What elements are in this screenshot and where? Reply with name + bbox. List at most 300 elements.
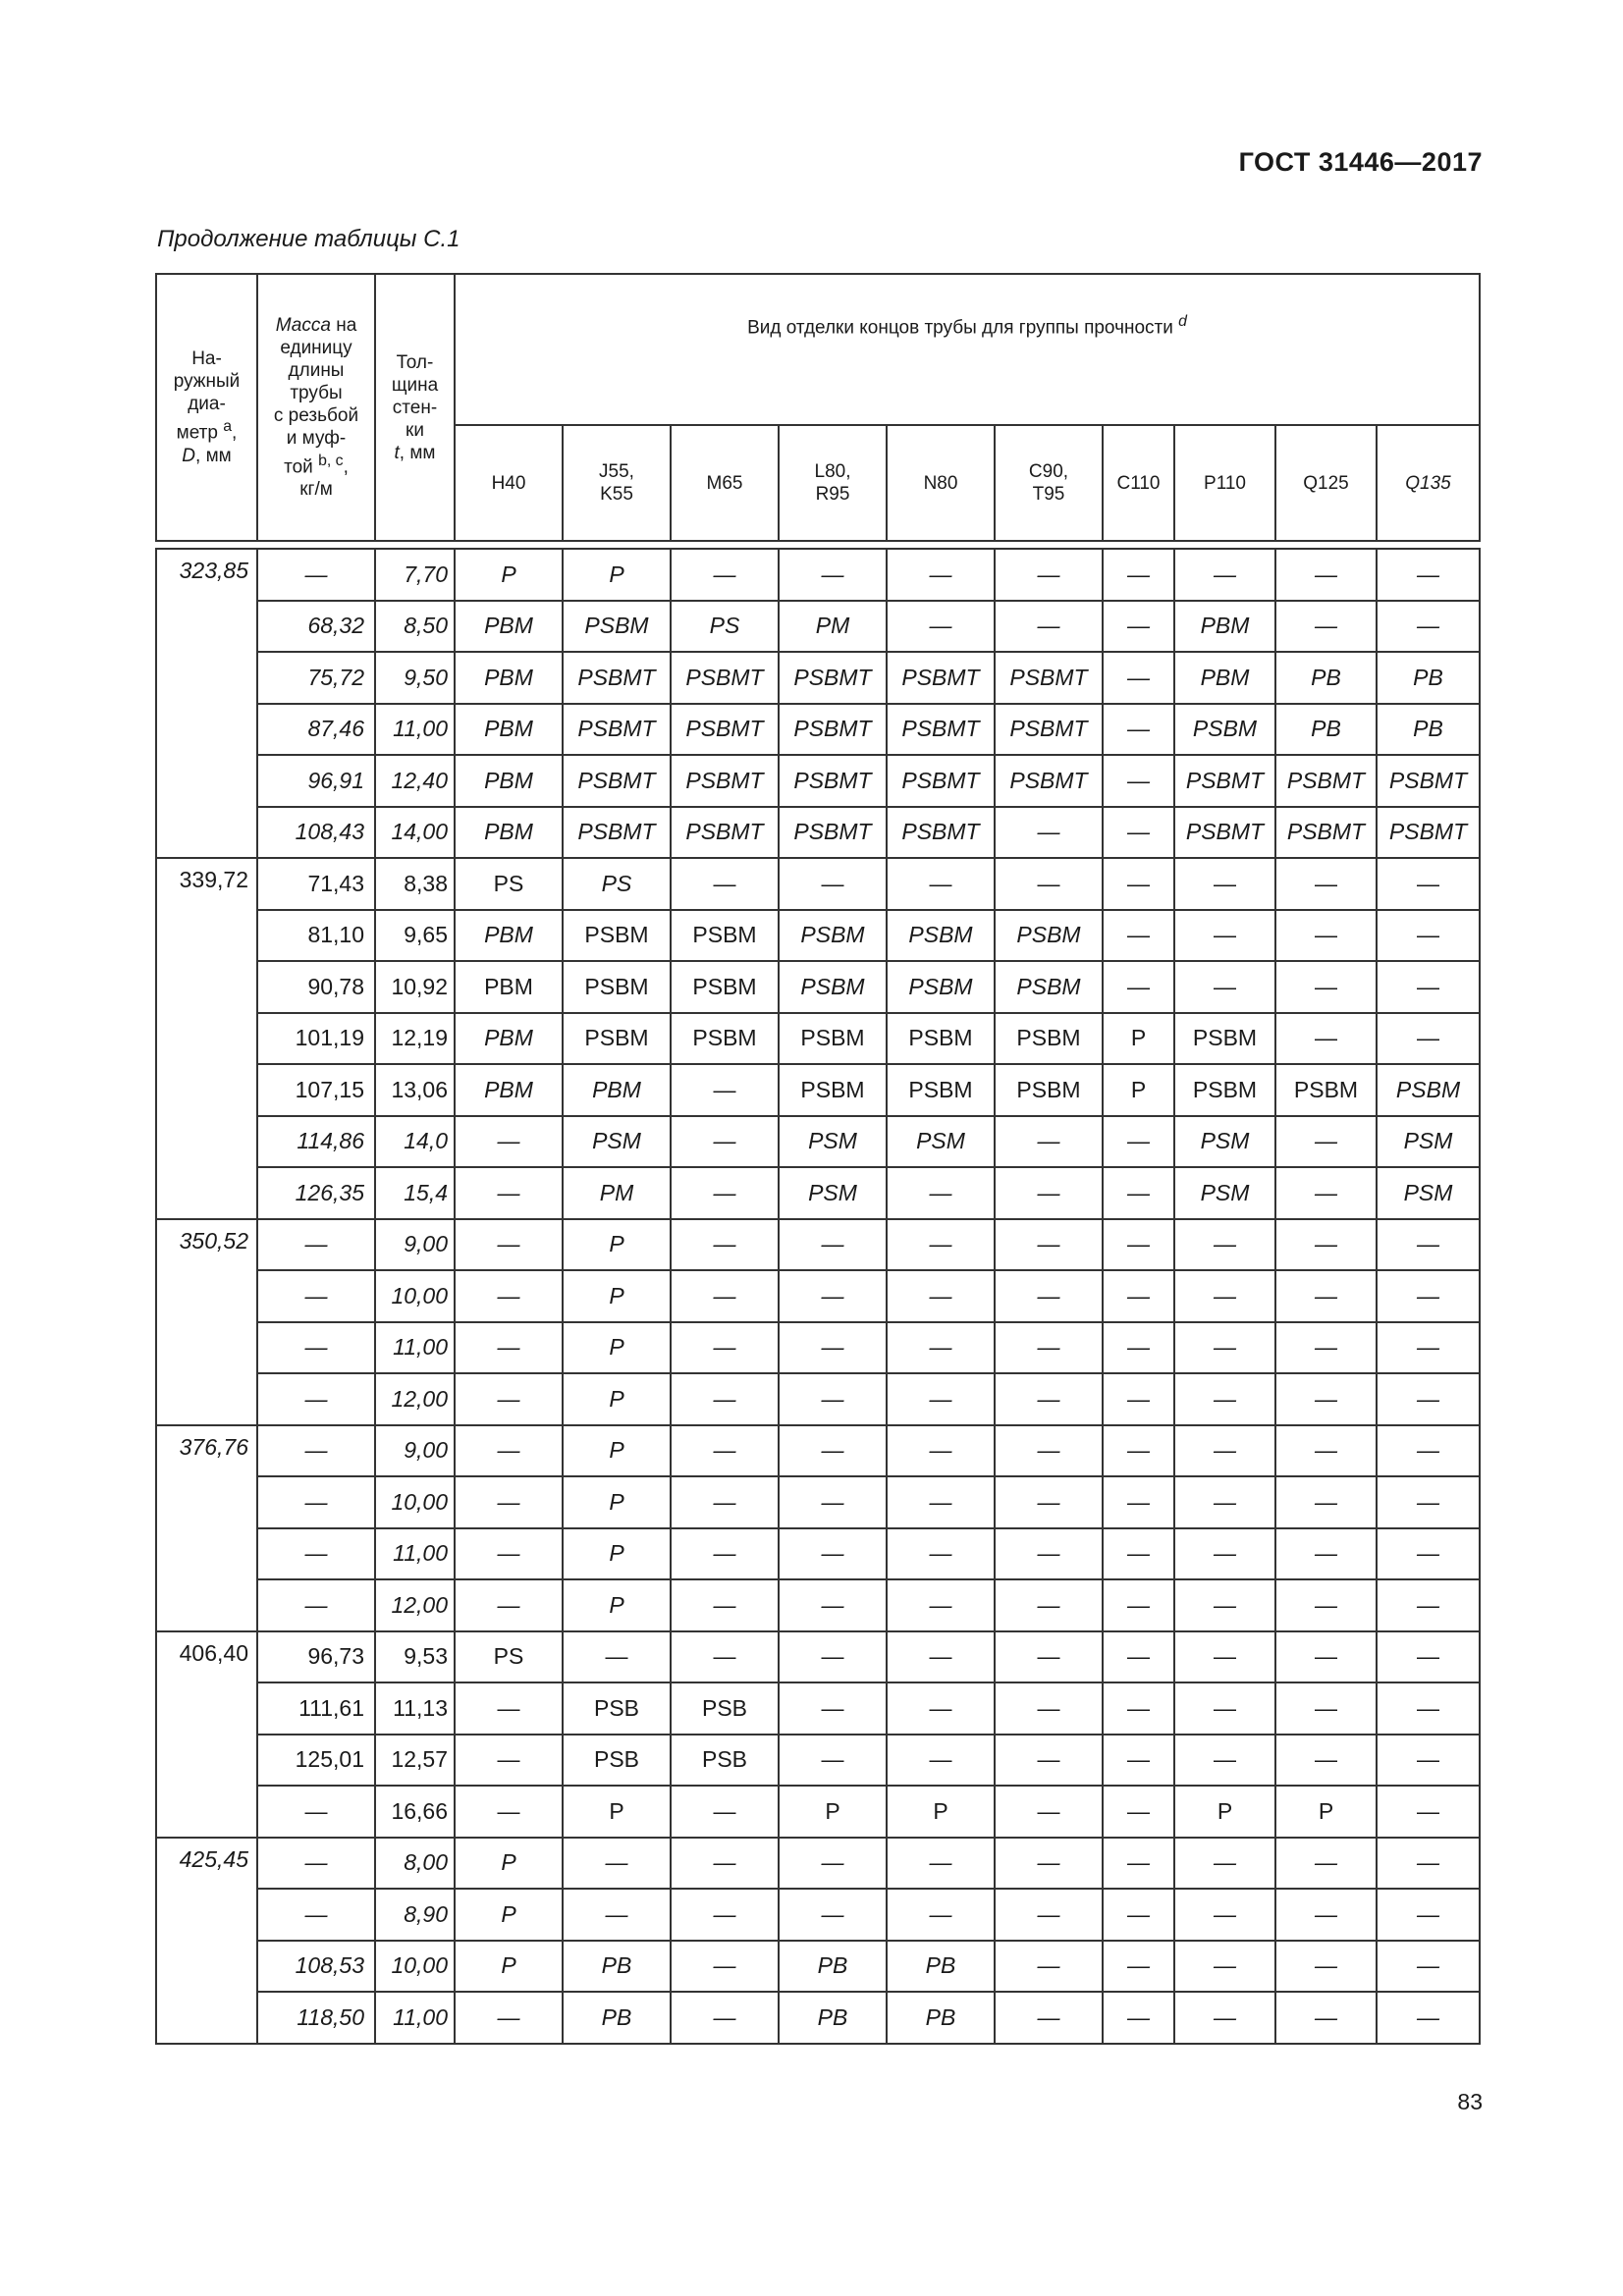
cell-end-finish: PBM [455,910,563,962]
cell-end-finish: — [995,1838,1103,1890]
cell-end-finish: — [1377,1889,1480,1941]
cell-end-finish: PSBMT [887,755,995,807]
cell-end-finish: — [1103,1735,1174,1787]
cell-end-finish: P [455,1889,563,1941]
header-mass-l3: длины [288,359,345,381]
cell-mass: 87,46 [257,704,375,756]
cell-end-finish: — [1377,1838,1480,1890]
cell-end-finish: PSBMT [1174,755,1275,807]
cell-end-finish: — [887,1270,995,1322]
cell-end-finish: PSBM [1275,1064,1377,1116]
cell-mass: 68,32 [257,601,375,653]
table-row [156,1270,1480,1322]
cell-end-finish: P [563,1322,671,1374]
cell-end-finish: — [1103,755,1174,807]
cell-end-finish: — [779,1579,887,1631]
cell-end-finish: — [1275,1425,1377,1477]
cell-end-finish: — [887,1219,995,1271]
cell-mass: — [257,1425,375,1477]
cell-end-finish: — [455,1528,563,1580]
header-mass-on: на [330,314,357,336]
cell-end-finish: PSBM [887,961,995,1013]
cell-end-finish: PB [1377,652,1480,704]
table-row [156,549,1480,601]
cell-end-finish: PSBM [1174,1064,1275,1116]
header-mass-l4: трубы [290,382,343,403]
cell-end-finish: — [455,1682,563,1735]
cell-end-finish: — [1377,858,1480,910]
cell-end-finish: — [1174,1373,1275,1425]
cell-end-finish: — [887,1735,995,1787]
cell-end-finish: PSB [563,1735,671,1787]
table-row [156,1013,1480,1065]
cell-end-finish: — [671,1786,779,1838]
cell-mass: — [257,1373,375,1425]
cell-end-finish: — [1103,1838,1174,1890]
cell-end-finish: PSBMT [671,652,779,704]
cell-end-finish: PM [563,1167,671,1219]
cell-end-finish: — [1103,961,1174,1013]
cell-end-finish: — [455,1373,563,1425]
cell-thickness: 8,90 [375,1889,455,1941]
cell-end-finish: — [1377,1013,1480,1065]
grade-label: P110 [1204,472,1246,494]
header-diameter-l4-text: метр [176,422,224,444]
footnote-a: а [223,418,233,436]
table-row [156,1992,1480,2044]
cell-mass: — [257,1889,375,1941]
header-mass-l7-comma: , [343,456,349,478]
cell-end-finish: — [1174,1941,1275,1993]
table-row [156,1373,1480,1425]
grade-label: Q125 [1303,472,1349,494]
cell-end-finish: — [779,1270,887,1322]
cell-end-finish: — [1103,1992,1174,2044]
cell-end-finish: PSBMT [1275,807,1377,859]
cell-end-finish: PSBMT [779,807,887,859]
table-row [156,1838,1480,1890]
cell-end-finish: — [563,1838,671,1890]
cell-thickness: 9,65 [375,910,455,962]
grade-label: C110 [1116,472,1161,494]
cell-end-finish: — [1275,1219,1377,1271]
cell-mass: — [257,1528,375,1580]
cell-thickness: 14,00 [375,807,455,859]
cell-end-finish: PB [1275,652,1377,704]
cell-end-finish: PSBM [563,910,671,962]
header-thickness-l2: щина [391,374,439,396]
cell-end-finish: — [1174,1631,1275,1683]
cell-end-finish: — [779,1322,887,1374]
header-mass-l2: единицу [280,337,352,358]
cell-end-finish: PSBMT [779,652,887,704]
cell-end-finish: — [455,1116,563,1168]
header-diameter-l4-comma: , [232,422,238,444]
cell-mass: 71,43 [257,858,375,910]
header-thickness-unit: , мм [399,442,436,463]
cell-end-finish: — [1103,1476,1174,1528]
table-row [156,1735,1480,1787]
cell-end-finish: PSBM [995,961,1103,1013]
cell-mass: 96,91 [257,755,375,807]
cell-diameter: 425,45 [156,1838,257,2044]
grade-label: J55, [599,461,634,482]
header-mass-l1 [258,314,374,337]
cell-end-finish: — [995,1270,1103,1322]
cell-end-finish: PSBMT [671,704,779,756]
cell-end-finish: — [1275,1322,1377,1374]
cell-end-finish: — [1103,1373,1174,1425]
cell-end-finish: — [671,1992,779,2044]
cell-end-finish: — [887,1528,995,1580]
cell-end-finish: PB [887,1941,995,1993]
cell-end-finish: — [887,1322,995,1374]
cell-end-finish: — [995,1476,1103,1528]
cell-end-finish: PBM [455,652,563,704]
cell-end-finish: — [1103,858,1174,910]
cell-end-finish: — [1377,1992,1480,2044]
cell-end-finish: — [1377,1270,1480,1322]
cell-end-finish: — [1103,601,1174,653]
cell-end-finish: — [1377,549,1480,601]
table-row [156,1786,1480,1838]
cell-end-finish: — [1103,1270,1174,1322]
cell-end-finish: PSBMT [779,704,887,756]
cell-end-finish: PSM [1174,1116,1275,1168]
grade-header [563,425,671,541]
cell-end-finish: — [1174,910,1275,962]
header-diameter-l3: диа- [188,394,226,415]
table-row [156,1579,1480,1631]
cell-end-finish: P [563,1219,671,1271]
cell-end-finish: — [995,549,1103,601]
cell-mass: 90,78 [257,961,375,1013]
cell-end-finish: PSBMT [563,704,671,756]
cell-end-finish: — [1377,1786,1480,1838]
cell-end-finish: — [1275,1476,1377,1528]
cell-end-finish: PSBM [995,910,1103,962]
cell-end-finish: — [455,1219,563,1271]
cell-end-finish: PSM [563,1116,671,1168]
cell-end-finish: PBM [1174,652,1275,704]
cell-end-finish: PB [779,1941,887,1993]
cell-end-finish: — [995,1889,1103,1941]
cell-end-finish: — [887,601,995,653]
table-row [156,1476,1480,1528]
cell-thickness: 16,66 [375,1786,455,1838]
cell-end-finish: PBM [455,961,563,1013]
pipe-table [155,273,1481,2045]
cell-end-finish: — [671,1838,779,1890]
cell-end-finish: — [887,1631,995,1683]
grade-header [1275,425,1377,541]
cell-end-finish: PSM [1377,1116,1480,1168]
cell-end-finish: — [671,1373,779,1425]
cell-end-finish: PSBM [563,601,671,653]
cell-end-finish: — [1174,1425,1275,1477]
cell-end-finish: — [779,1889,887,1941]
cell-end-finish: — [779,858,887,910]
cell-end-finish: P [1174,1786,1275,1838]
cell-end-finish: — [1275,1992,1377,2044]
cell-mass: — [257,1838,375,1890]
cell-end-finish: — [1377,910,1480,962]
cell-end-finish: — [671,1476,779,1528]
cell-end-finish: PSBM [779,910,887,962]
grade-header [1377,425,1480,541]
cell-end-finish: — [995,858,1103,910]
cell-end-finish: — [1103,704,1174,756]
cell-end-finish: PSBM [995,1013,1103,1065]
cell-end-finish: P [563,1373,671,1425]
cell-end-finish: PSBMT [671,755,779,807]
cell-thickness: 13,06 [375,1064,455,1116]
cell-end-finish: PB [563,1941,671,1993]
cell-end-finish: — [671,1116,779,1168]
cell-end-finish: — [671,1425,779,1477]
footnote-d: d [1178,313,1187,330]
cell-end-finish: — [1275,1373,1377,1425]
cell-diameter: 376,76 [156,1425,257,1631]
cell-end-finish: — [1377,961,1480,1013]
header-diameter-l5 [157,445,256,467]
cell-end-finish: — [671,1889,779,1941]
cell-end-finish: — [779,1528,887,1580]
cell-end-finish: PBM [455,1013,563,1065]
cell-end-finish: PS [455,858,563,910]
cell-end-finish: — [995,1682,1103,1735]
grade-header [455,425,563,541]
cell-end-finish: — [455,1579,563,1631]
cell-end-finish: PSBM [887,1013,995,1065]
cell-end-finish: — [1377,1528,1480,1580]
cell-end-finish: — [1174,1528,1275,1580]
cell-end-finish: PSBMT [563,652,671,704]
cell-thickness: 12,19 [375,1013,455,1065]
cell-end-finish: — [779,1631,887,1683]
cell-end-finish: PSBMT [1275,755,1377,807]
cell-end-finish: — [1103,807,1174,859]
grade-label-line2: T95 [1032,484,1065,505]
cell-end-finish: — [887,858,995,910]
grade-label: L80, [814,461,851,482]
cell-end-finish: — [1275,1270,1377,1322]
cell-end-finish: PBM [563,1064,671,1116]
cell-end-finish: — [455,1476,563,1528]
cell-end-finish: P [455,549,563,601]
cell-end-finish: — [1275,1735,1377,1787]
cell-end-finish: — [1275,1838,1377,1890]
grade-header [779,425,887,541]
grade-header [671,425,779,541]
cell-end-finish: — [563,1631,671,1683]
cell-end-finish: — [1377,1735,1480,1787]
table-row [156,1631,1480,1683]
cell-end-finish: — [1275,601,1377,653]
cell-end-finish: — [671,1631,779,1683]
cell-thickness: 12,00 [375,1373,455,1425]
cell-thickness: 8,38 [375,858,455,910]
cell-end-finish: PS [455,1631,563,1683]
cell-end-finish: — [995,1373,1103,1425]
cell-end-finish: — [995,1425,1103,1477]
cell-end-finish: PSBMT [671,807,779,859]
grade-header [1103,425,1174,541]
cell-end-finish: PSM [779,1167,887,1219]
cell-thickness: 14,0 [375,1116,455,1168]
cell-thickness: 15,4 [375,1167,455,1219]
table-row [156,1167,1480,1219]
cell-end-finish: — [671,1579,779,1631]
cell-end-finish: — [779,1838,887,1890]
cell-end-finish: — [1377,1425,1480,1477]
footnote-bc: b, c [318,452,344,469]
cell-end-finish: — [1275,1682,1377,1735]
cell-end-finish: — [995,1579,1103,1631]
cell-end-finish: PB [1275,704,1377,756]
cell-mass: — [257,1579,375,1631]
table-row [156,1322,1480,1374]
cell-end-finish: P [563,1425,671,1477]
grade-header [1174,425,1275,541]
cell-end-finish: — [1103,1889,1174,1941]
group-title-text: Вид отделки концов трубы для группы прочности [747,317,1179,339]
cell-end-finish: — [671,1322,779,1374]
cell-end-finish: PSBMT [887,652,995,704]
cell-end-finish: — [455,1167,563,1219]
cell-mass: — [257,1322,375,1374]
cell-end-finish: PSBM [887,910,995,962]
cell-end-finish: PSBMT [779,755,887,807]
table-row [156,1941,1480,1993]
cell-mass: — [257,1270,375,1322]
cell-end-finish: PSBM [1174,1013,1275,1065]
cell-end-finish: — [1174,1579,1275,1631]
cell-mass: 125,01 [257,1735,375,1787]
cell-end-finish: PSBMT [887,807,995,859]
cell-end-finish: P [563,1528,671,1580]
cell-end-finish: — [455,1322,563,1374]
table-row [156,858,1480,910]
cell-end-finish: PSM [779,1116,887,1168]
cell-end-finish: PSB [563,1682,671,1735]
cell-end-finish: — [1377,1373,1480,1425]
cell-mass: — [257,1476,375,1528]
cell-end-finish: — [995,1322,1103,1374]
cell-thickness: 10,00 [375,1941,455,1993]
header-diameter-l2: ружный [173,371,241,393]
header-mass [257,274,375,541]
table-row [156,961,1480,1013]
cell-end-finish: P [887,1786,995,1838]
cell-end-finish: P [1275,1786,1377,1838]
cell-end-finish: PSBMT [995,652,1103,704]
cell-end-finish: — [1103,549,1174,601]
cell-thickness: 9,53 [375,1631,455,1683]
table-row [156,807,1480,859]
header-mass-l7 [258,450,374,478]
cell-end-finish: PSBM [671,961,779,1013]
table-row [156,1425,1480,1477]
header-diameter-l4 [157,415,256,444]
cell-end-finish: — [1103,1941,1174,1993]
header-thickness-l1: Тол- [396,351,434,373]
cell-thickness: 12,00 [375,1579,455,1631]
cell-end-finish: — [887,1579,995,1631]
cell-end-finish: PBM [455,1064,563,1116]
cell-end-finish: PB [887,1992,995,2044]
cell-end-finish: — [887,1889,995,1941]
cell-end-finish: — [995,1116,1103,1168]
symbol-d: D [182,445,196,466]
cell-mass: 81,10 [257,910,375,962]
cell-thickness: 8,00 [375,1838,455,1890]
cell-end-finish: — [995,1219,1103,1271]
cell-end-finish: — [779,1373,887,1425]
cell-end-finish: — [995,1786,1103,1838]
cell-mass: 107,15 [257,1064,375,1116]
cell-end-finish: — [779,1735,887,1787]
cell-end-finish: — [671,858,779,910]
cell-end-finish: — [995,601,1103,653]
cell-mass: 75,72 [257,652,375,704]
cell-end-finish: — [1275,910,1377,962]
header-mass-word: Масса [275,314,331,336]
header-thickness-l3: стен- [392,397,438,418]
cell-end-finish: — [671,549,779,601]
cell-end-finish: — [995,1992,1103,2044]
cell-end-finish: — [1103,1528,1174,1580]
cell-end-finish: — [1275,1631,1377,1683]
cell-end-finish: — [1174,1270,1275,1322]
cell-mass: — [257,549,375,601]
cell-end-finish: — [1275,1013,1377,1065]
cell-thickness: 9,00 [375,1425,455,1477]
table-row [156,755,1480,807]
cell-end-finish: — [995,807,1103,859]
cell-end-finish: P [563,1579,671,1631]
header-group-title [455,274,1480,425]
cell-end-finish: — [1174,549,1275,601]
header-thickness [375,274,455,541]
cell-end-finish: — [995,1631,1103,1683]
cell-thickness: 7,70 [375,549,455,601]
header-thickness-l5 [376,442,454,464]
cell-end-finish: — [1275,961,1377,1013]
cell-diameter: 350,52 [156,1219,257,1425]
cell-end-finish: — [1377,1941,1480,1993]
cell-end-finish: — [887,1373,995,1425]
cell-end-finish: PSBMT [1377,755,1480,807]
table-row [156,910,1480,962]
cell-end-finish: — [1103,1579,1174,1631]
cell-end-finish: P [1103,1064,1174,1116]
cell-end-finish: P [455,1838,563,1890]
cell-end-finish: — [1275,1167,1377,1219]
cell-end-finish: — [887,1682,995,1735]
cell-end-finish: PSBMT [887,704,995,756]
cell-end-finish: — [671,1064,779,1116]
cell-end-finish: — [671,1270,779,1322]
grade-header [995,425,1103,541]
cell-mass: — [257,1219,375,1271]
cell-end-finish: P [455,1941,563,1993]
table-row [156,1889,1480,1941]
cell-end-finish: — [1103,1116,1174,1168]
cell-end-finish: PS [563,858,671,910]
cell-thickness: 12,57 [375,1735,455,1787]
cell-end-finish: — [1377,601,1480,653]
